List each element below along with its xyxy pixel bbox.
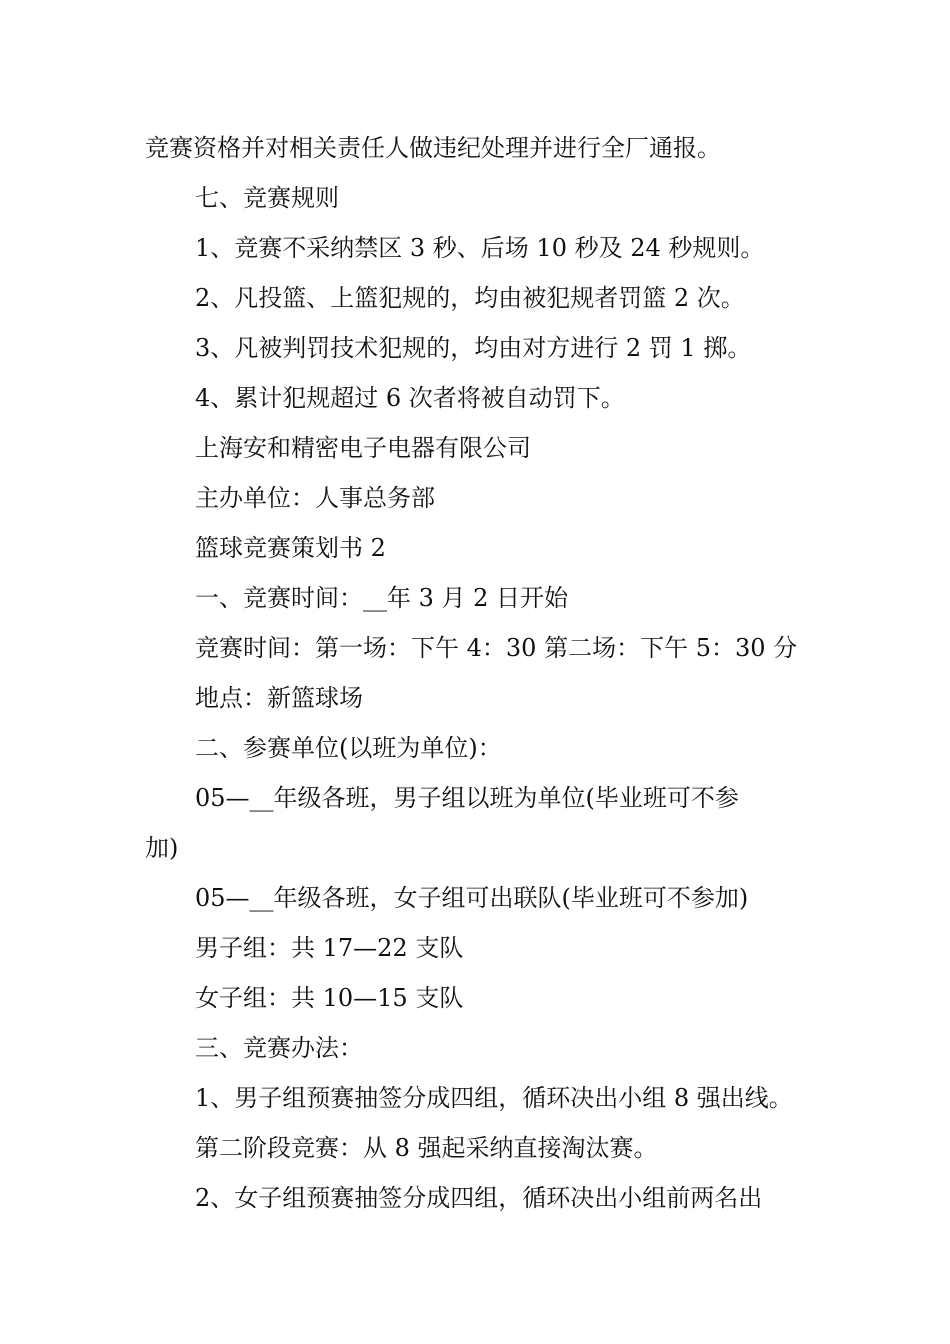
paragraph-line: 竞赛资格并对相关责任人做违纪处理并进行全厂通报。 (145, 134, 721, 162)
paragraph-line: 地点：新篮球场 (195, 684, 363, 712)
organizer-line: 主办单位：人事总务部 (195, 484, 435, 512)
section-heading: 三、竞赛办法： (195, 1034, 363, 1062)
company-name: 上海安和精密电子电器有限公司 (195, 434, 531, 462)
paragraph-line: 加) (145, 834, 179, 862)
paragraph-line: 男子组：共 17—22 支队 (195, 934, 464, 962)
paragraph-line: 4、累计犯规超过 6 次者将被自动罚下。 (195, 384, 625, 412)
paragraph-line: 竞赛时间：第一场：下午 4：30 第二场：下午 5：30 分 (195, 634, 798, 662)
paragraph-line: 1、竞赛不采纳禁区 3 秒、后场 10 秒及 24 秒规则。 (195, 234, 765, 262)
paragraph-line: 05—__年级各班，男子组以班为单位(毕业班可不参 (195, 784, 739, 812)
paragraph-line: 2、女子组预赛抽签分成四组，循环决出小组前两名出 (195, 1184, 763, 1212)
paragraph-line: 2、凡投篮、上篮犯规的，均由被犯规者罚篮 2 次。 (195, 284, 745, 312)
section-heading: 二、参赛单位(以班为单位)： (195, 734, 502, 762)
document-title: 篮球竞赛策划书 2 (195, 534, 386, 562)
paragraph-line: 1、男子组预赛抽签分成四组，循环决出小组 8 强出线。 (195, 1084, 793, 1112)
section-heading: 一、竞赛时间：__年 3 月 2 日开始 (195, 584, 569, 612)
section-heading: 七、竞赛规则 (195, 184, 339, 212)
paragraph-line: 3、凡被判罚技术犯规的，均由对方进行 2 罚 1 掷。 (195, 334, 752, 362)
paragraph-line: 女子组：共 10—15 支队 (195, 984, 464, 1012)
paragraph-line: 05—__年级各班，女子组可出联队(毕业班可不参加) (195, 884, 749, 912)
paragraph-line: 第二阶段竞赛：从 8 强起采纳直接淘汰赛。 (195, 1134, 658, 1162)
